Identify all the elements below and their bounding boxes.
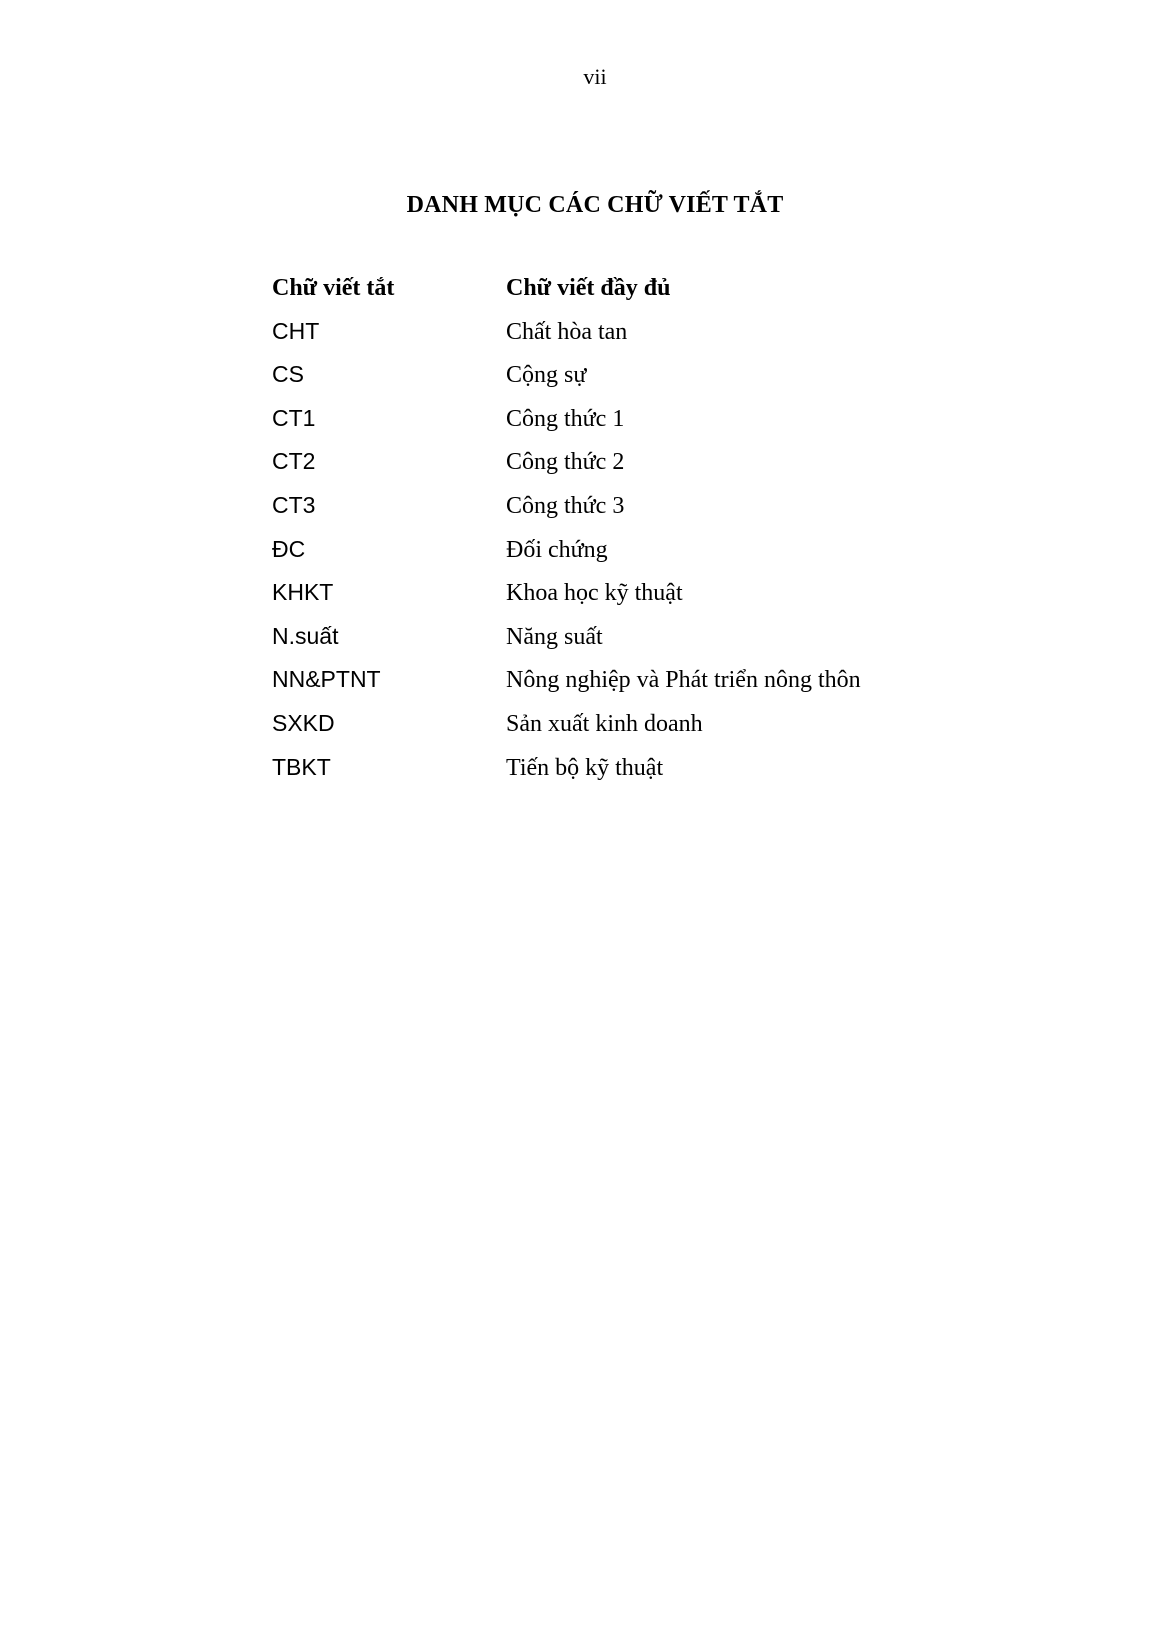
abbreviation-cell: N.suất [272, 622, 339, 649]
table-row [272, 318, 861, 362]
abbreviation-cell: CHT [272, 317, 320, 344]
table-row [272, 666, 861, 710]
full-form-cell: Cộng sự [506, 362, 587, 389]
full-form-cell: Sản xuất kinh doanh [506, 710, 703, 737]
abbreviation-cell: KHKT [272, 579, 334, 606]
table-row [272, 579, 861, 623]
full-form-cell: Công thức 1 [506, 405, 625, 432]
table-row [272, 536, 861, 580]
table-row [272, 623, 861, 667]
abbreviation-table [272, 274, 861, 797]
abbreviation-cell: CS [272, 361, 304, 388]
abbreviation-cell: SXKD [272, 709, 335, 736]
abbreviation-cell: CT3 [272, 491, 316, 518]
full-form-cell: Chất hòa tan [506, 318, 628, 345]
table-row [272, 405, 861, 449]
table-row [272, 448, 861, 492]
header-full-form: Chữ viết đầy đủ [506, 275, 671, 301]
page-title: DANH MỤC CÁC CHỮ VIẾT TẮT [406, 192, 784, 218]
table-row [272, 492, 861, 536]
full-form-cell: Tiến bộ kỹ thuật [506, 754, 664, 781]
table-row [272, 710, 861, 754]
full-form-cell: Nông nghiệp và Phát triển nông thôn [506, 667, 861, 694]
full-form-cell: Công thức 3 [506, 492, 625, 519]
abbreviation-cell: CT1 [272, 404, 316, 431]
abbreviation-cell: CT2 [272, 448, 316, 475]
full-form-cell: Khoa học kỹ thuật [506, 580, 683, 607]
table-row [272, 361, 861, 405]
abbreviation-cell: NN&PTNT [272, 666, 381, 693]
page-number: vii [583, 64, 607, 89]
header-abbreviation: Chữ viết tắt [272, 275, 395, 301]
table-header-row [272, 274, 861, 318]
full-form-cell: Năng suất [506, 623, 603, 650]
abbreviation-cell: ĐC [272, 535, 306, 562]
full-form-cell: Công thức 2 [506, 449, 625, 476]
table-row [272, 754, 861, 798]
abbreviation-cell: TBKT [272, 753, 331, 780]
full-form-cell: Đối chứng [506, 536, 608, 563]
